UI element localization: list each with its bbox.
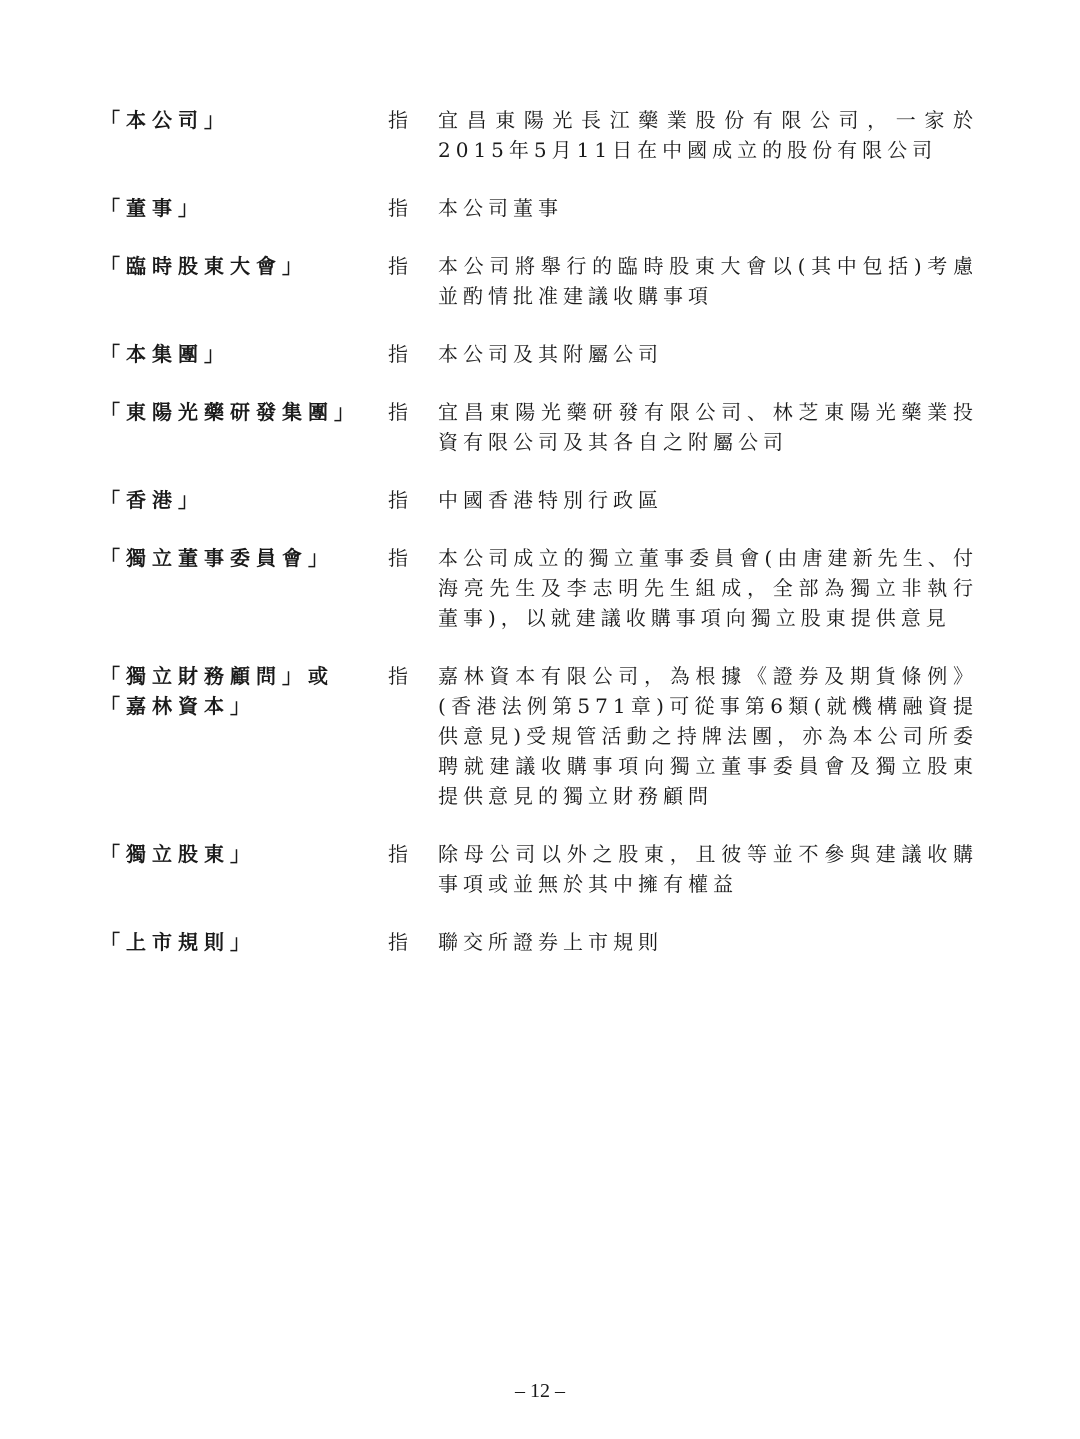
definition-term: 「香港」 xyxy=(100,488,204,512)
definition-row xyxy=(100,397,980,457)
definition-term: 「獨立董事委員會」 xyxy=(100,546,334,570)
definition-term: 「上市規則」 xyxy=(100,930,256,954)
definition-row xyxy=(100,839,980,899)
definition-row xyxy=(100,251,980,311)
definition-row xyxy=(100,661,980,811)
definition-term: 「本集團」 xyxy=(100,342,230,366)
definition-term: 「本公司」 xyxy=(100,108,230,132)
definition-text: 本公司及其附屬公司 xyxy=(438,342,663,366)
definition-text: 本公司成立的獨立董事委員會(由唐建新先生、付海亮先生及李志明先生組成，全部為獨立非執行董事)，以就建議收購事項向獨立股東提供意見 xyxy=(438,546,978,630)
definition-text: 本公司董事 xyxy=(438,196,563,220)
definition-term: 「獨立股東」 xyxy=(100,842,256,866)
definition-term: 「獨立財務顧問」或 「嘉林資本」 xyxy=(100,664,334,718)
definition-row xyxy=(100,485,980,515)
definition-text: 嘉林資本有限公司，為根據《證券及期貨條例》(香港法例第571章)可從事第6類(就機構融資提供意見)受規管活動之持牌法團，亦為本公司所委聘就建議收購事項向獨立董事委員會及獨立股東提供意見的獨立財務顧問 xyxy=(438,664,978,808)
definition-row xyxy=(100,927,980,957)
definition-text: 宜昌東陽光藥研發有限公司、林芝東陽光藥業投資有限公司及其各自之附屬公司 xyxy=(438,400,978,454)
definition-text: 聯交所證券上市規則 xyxy=(438,930,663,954)
definition-means: 指 xyxy=(388,546,408,570)
definition-text: 除母公司以外之股東，且彼等並不參與建議收購事項或並無於其中擁有權益 xyxy=(438,842,978,896)
definitions-list xyxy=(100,105,980,985)
definition-row xyxy=(100,193,980,223)
definition-row xyxy=(100,543,980,633)
definition-text: 中國香港特別行政區 xyxy=(438,488,663,512)
definition-means: 指 xyxy=(388,342,408,366)
definition-text: 本公司將舉行的臨時股東大會以(其中包括)考慮並酌情批准建議收購事項 xyxy=(438,254,978,308)
definition-row xyxy=(100,339,980,369)
definition-means: 指 xyxy=(388,664,408,688)
definition-means: 指 xyxy=(388,108,408,132)
definition-means: 指 xyxy=(388,254,408,278)
definition-means: 指 xyxy=(388,930,408,954)
definition-means: 指 xyxy=(388,488,408,512)
page-number: – 12 – xyxy=(515,1380,565,1402)
definition-term: 「臨時股東大會」 xyxy=(100,254,308,278)
definition-means: 指 xyxy=(388,842,408,866)
definition-means: 指 xyxy=(388,400,408,424)
definition-means: 指 xyxy=(388,196,408,220)
definition-term: 「董事」 xyxy=(100,196,204,220)
definition-text: 宜昌東陽光長江藥業股份有限公司，一家於2015年5月11日在中國成立的股份有限公司 xyxy=(438,108,978,162)
definition-term: 「東陽光藥研發集團」 xyxy=(100,400,360,424)
definition-row xyxy=(100,105,980,165)
